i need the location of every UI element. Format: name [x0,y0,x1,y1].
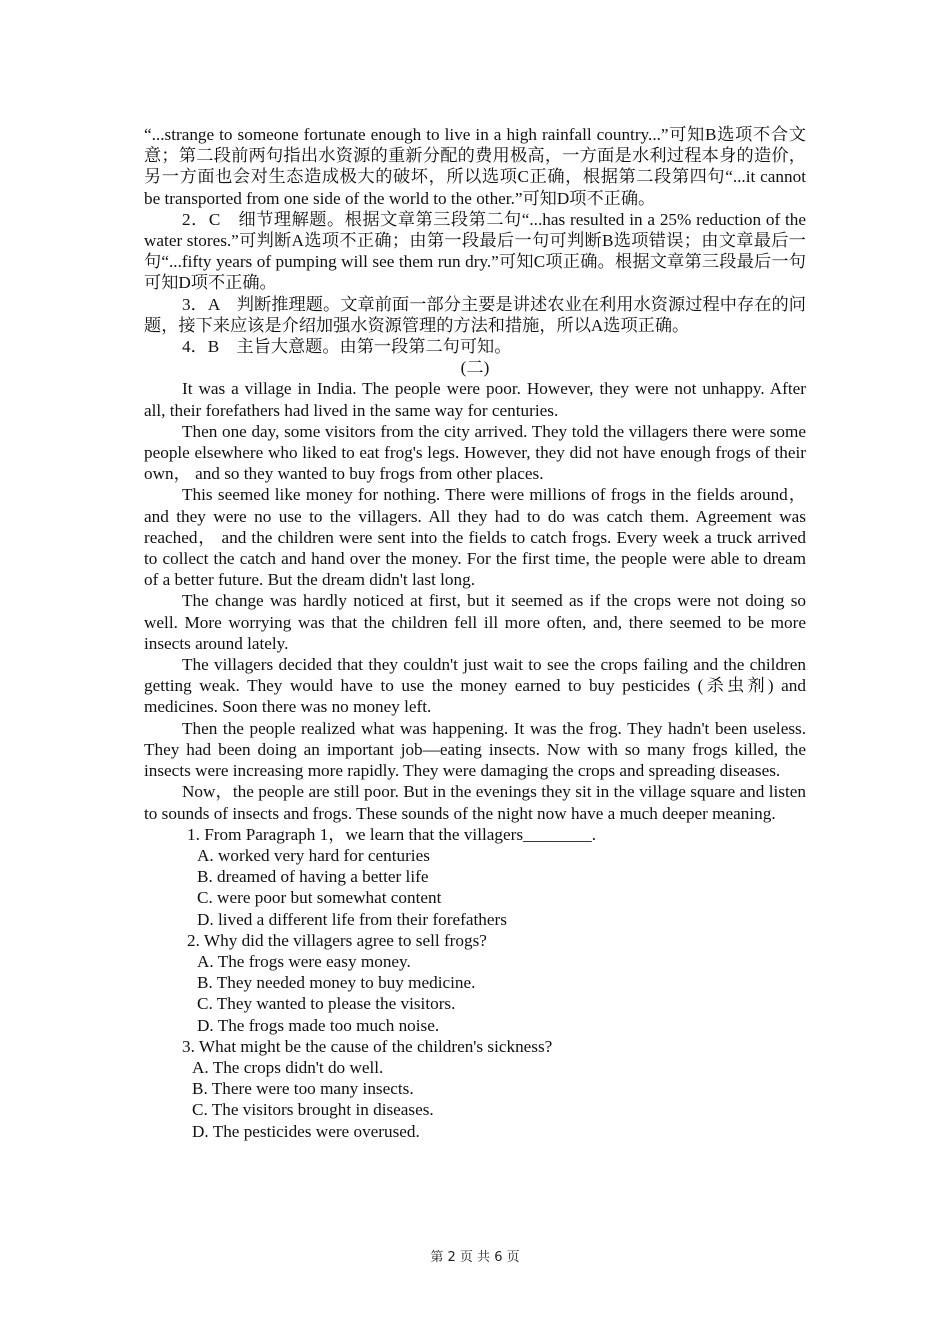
question-2-option: C. They wanted to please the visitors. [197,994,456,1014]
question-1-option: B. dreamed of having a better life [197,867,429,887]
question-2-stem: 2. Why did the villagers agree to sell frogs? [187,930,487,950]
question-2-option: A. The frogs were easy money. [197,951,411,971]
question-2-option: D. The frogs made too much noise. [197,1015,440,1035]
page-footer: 第 2 页 共 6 页 [430,1250,520,1265]
answer-3: 3．A 判断推理题。文章前面一部分主要是讲述农业在利用水资源过程中存在的问题，接下来应该是介绍加强水资源管理的方法和措施，所以A选项正确。 [144,294,806,335]
question-3-option: D. The pesticides were overused. [192,1121,420,1141]
section-heading: (二) [460,358,490,378]
page-content [144,124,806,1142]
passage-paragraph: The change was hardly noticed at first, but it seemed as if the crops were not doing so well. More worrying was that the children fell ill more often, and, there seemed to be more insects around lately. [144,591,806,653]
passage-paragraph: Now，the people are still poor. But in the evenings they sit in the village square and listen to sounds of insects and frogs. These sounds of the night now have a much deeper meaning. [144,782,806,823]
passage-paragraph: Then the people realized what was happening. It was the frog. They hadn't been useless. They had been doing an important job—eating insects. Now with so many frogs killed, the insects were increasing more rapidly. They were damaging the crops and spreading diseases. [144,718,806,781]
question-3-option: C. The visitors brought in diseases. [192,1100,434,1120]
question-1-option: A. worked very hard for centuries [197,845,430,865]
answer-continuation: “...strange to someone fortunate enough to live in a high rainfall country...”可知B选项不合文意；第二段前两句指出水资源的重新分配的费用极高，一方面是水利过程本身的造价，另一方面也会对生态造成极大的破坏，所以选项C正确，根据第二段第四句“...it cannot be transported from one side of the world to the other.”可知D项不正确。 [144,125,806,208]
question-2-option: B. They needed money to buy medicine. [197,973,476,993]
answer-2: 2．C 细节理解题。根据文章第三段第二句“...has resulted in a 25% reduction of the water stores.”可判断A选项不正确；由第一段最后一句可判断B选项错误；由文章最后一句“...fifty years of pumping will see them run dry.”可知C项正确。根据文章第三段最后一句可知D项不正确。 [144,209,806,293]
passage-paragraph: The villagers decided that they couldn't just wait to see the crops failing and the children getting weak. They would have to use the money earned to buy pesticides (杀虫剂) and medicines. Soon there was no money left. [144,655,806,717]
passage-paragraph: This seemed like money for nothing. There were millions of frogs in the fields around， and they were no use to the villagers. All they had to do was catch them. Agreement was reached， and the children were sent into the fields to catch frogs. Every week a truck arrived to collect the catch and hand over the money. For the first time, the people were able to dream of a better future. But the dream didn't last long. [144,485,806,590]
question-3-option: A. The crops didn't do well. [192,1057,384,1077]
question-1-option: D. lived a different life from their forefathers [197,909,507,929]
passage-paragraph: Then one day, some visitors from the city arrived. They told the villagers there were some people elsewhere who liked to eat frog's legs. However, they did not have enough frogs of their own， and so they wanted to buy frogs from other places. [144,421,806,484]
passage-paragraph: It was a village in India. The people were poor. However, they were not unhappy. After all, their forefathers had lived in the same way for centuries. [144,379,806,420]
answer-4: 4．B 主旨大意题。由第一段第二句可知。 [182,337,512,357]
question-3-stem: 3. What might be the cause of the children's sickness? [182,1036,553,1056]
question-1-stem: 1. From Paragraph 1，we learn that the villagers________. [187,824,597,844]
question-3-option: B. There were too many insects. [192,1079,414,1099]
question-1-option: C. were poor but somewhat content [197,888,442,908]
